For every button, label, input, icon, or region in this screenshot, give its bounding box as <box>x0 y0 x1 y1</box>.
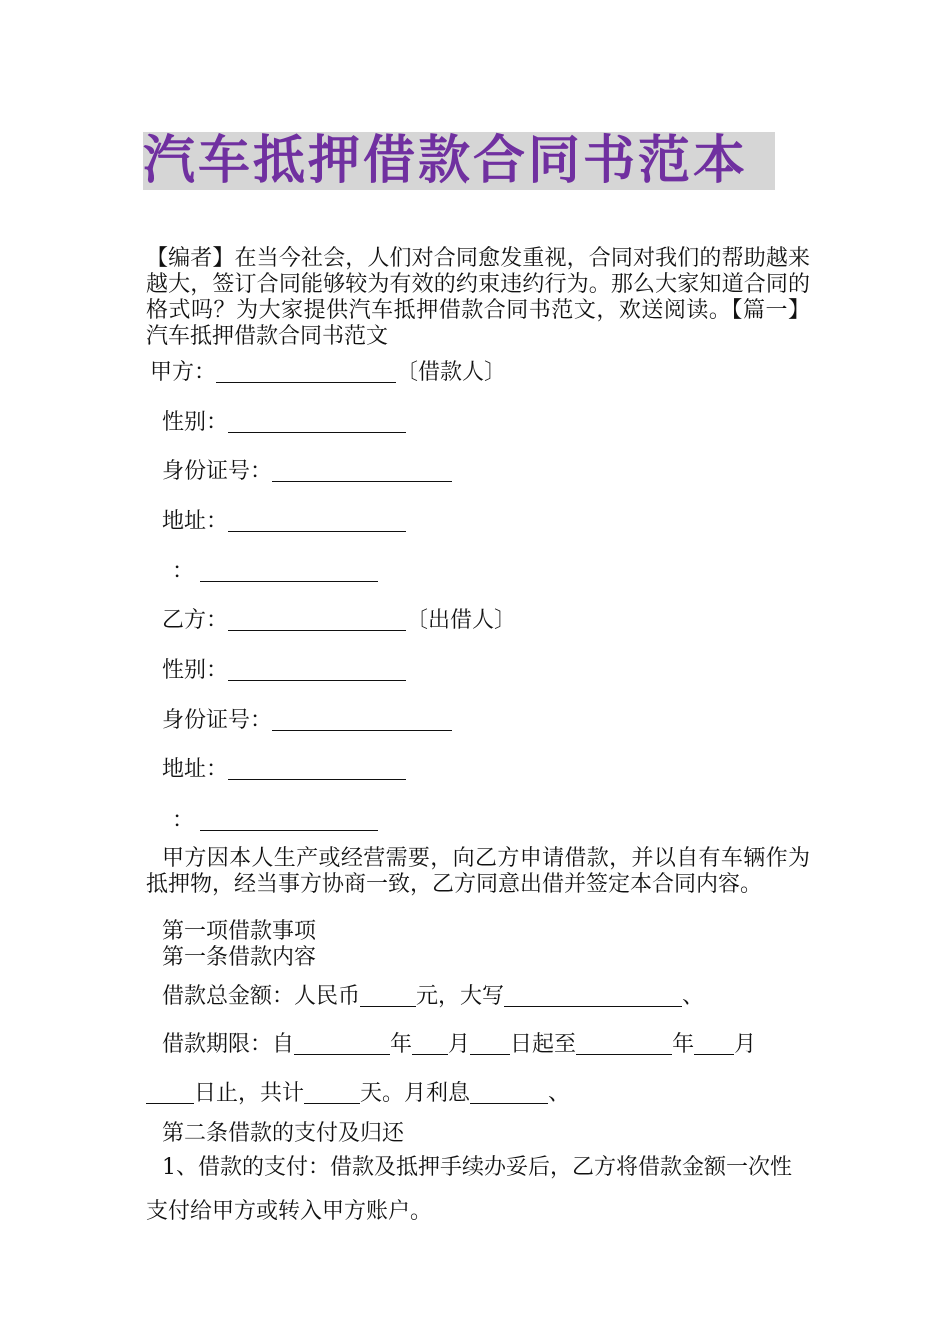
party-b-id-blank <box>272 708 452 731</box>
party-b-address-label: 地址： <box>162 757 229 782</box>
party-a-line <box>150 358 506 388</box>
loan-term-end-day-blank <box>146 1081 194 1104</box>
loan-term-line-1 <box>162 1030 756 1060</box>
preamble-paragraph: 甲方因本人生产或经营需要，向乙方申请借款，并以自有车辆作为抵押物，经当事方协商一致，乙方同意出借并签定本合同内容。 <box>146 846 810 897</box>
party-b-line <box>162 606 516 636</box>
loan-amount-words-blank <box>504 984 682 1007</box>
party-b-id-line <box>162 706 452 736</box>
party-b-extra-line <box>172 806 378 836</box>
party-a-address-blank <box>228 509 406 532</box>
loan-term-end-month-blank <box>694 1032 734 1055</box>
loan-term-end: 、 <box>548 1081 571 1106</box>
party-b-gender-label: 性别： <box>162 658 229 683</box>
loan-term-day2: 日止，共计 <box>194 1081 305 1106</box>
loan-term-start-month-blank <box>412 1032 448 1055</box>
party-a-extra-blank <box>200 559 378 582</box>
loan-term-day1: 日起至 <box>510 1032 577 1057</box>
loan-term-start-year-blank <box>294 1032 390 1055</box>
article1-heading: 第一条借款内容 <box>162 945 317 970</box>
loan-amount-yuan: 元，大写 <box>416 984 505 1009</box>
party-b-label: 乙方： <box>162 608 229 633</box>
party-b-address-line <box>162 755 406 785</box>
monthly-interest-blank <box>470 1081 548 1104</box>
loan-term-line-2 <box>146 1079 570 1109</box>
loan-term-month2: 月 <box>734 1032 757 1057</box>
party-a-extra-label: ： <box>172 559 195 584</box>
party-a-address-label: 地址： <box>162 509 229 534</box>
party-a-gender-label: 性别： <box>162 410 229 435</box>
party-a-id-label: 身份证号： <box>162 459 273 484</box>
intro-paragraph: 【编者】在当今社会，人们对合同愈发重视，合同对我们的帮助越来越大，签订合同能够较为有效的约束违约行为。那么大家知道合同的格式吗？为大家提供汽车抵押借款合同书范文，欢送阅读。【篇一】汽车抵押借款合同书范文 <box>146 246 810 349</box>
section1-heading: 第一项借款事项 <box>162 919 317 944</box>
party-b-extra-blank <box>200 808 378 831</box>
party-b-extra-label: ： <box>172 808 195 833</box>
party-a-label: 甲方： <box>150 360 217 385</box>
loan-amount-label: 借款总金额：人民币 <box>162 984 361 1009</box>
party-b-role: 〔出借人〕 <box>406 608 517 633</box>
loan-term-month1: 月 <box>448 1032 471 1057</box>
payment-clause: 1、借款的支付：借款及抵押手续办妥后，乙方将借款金额一次性支付给甲方或转入甲方账户。 <box>146 1155 792 1224</box>
party-a-id-line <box>162 457 452 487</box>
party-a-gender-blank <box>228 410 406 433</box>
party-b-gender-line <box>162 656 406 686</box>
loan-term-end-year-blank <box>576 1032 672 1055</box>
loan-amount-line <box>162 982 704 1012</box>
party-b-gender-blank <box>228 658 406 681</box>
party-a-gender-line <box>162 408 406 438</box>
loan-term-year1: 年 <box>390 1032 413 1057</box>
loan-term-label: 借款期限：自 <box>162 1032 295 1057</box>
party-a-name-blank <box>216 360 396 383</box>
party-b-id-label: 身份证号： <box>162 708 273 733</box>
party-b-name-blank <box>228 608 406 631</box>
loan-term-days-blank <box>304 1081 360 1104</box>
party-a-extra-line <box>172 557 378 587</box>
loan-term-start-day-blank <box>470 1032 510 1055</box>
party-a-role: 〔借款人〕 <box>396 360 507 385</box>
loan-term-days: 天。月利息 <box>360 1081 471 1106</box>
party-b-address-blank <box>228 757 406 780</box>
document-title: 汽车抵押借款合同书范本 <box>143 132 775 190</box>
loan-amount-end: 、 <box>682 984 705 1009</box>
loan-amount-figure-blank <box>360 984 416 1007</box>
loan-term-year2: 年 <box>672 1032 695 1057</box>
article2-heading: 第二条借款的支付及归还 <box>162 1121 405 1146</box>
party-a-id-blank <box>272 459 452 482</box>
party-a-address-line <box>162 507 406 537</box>
